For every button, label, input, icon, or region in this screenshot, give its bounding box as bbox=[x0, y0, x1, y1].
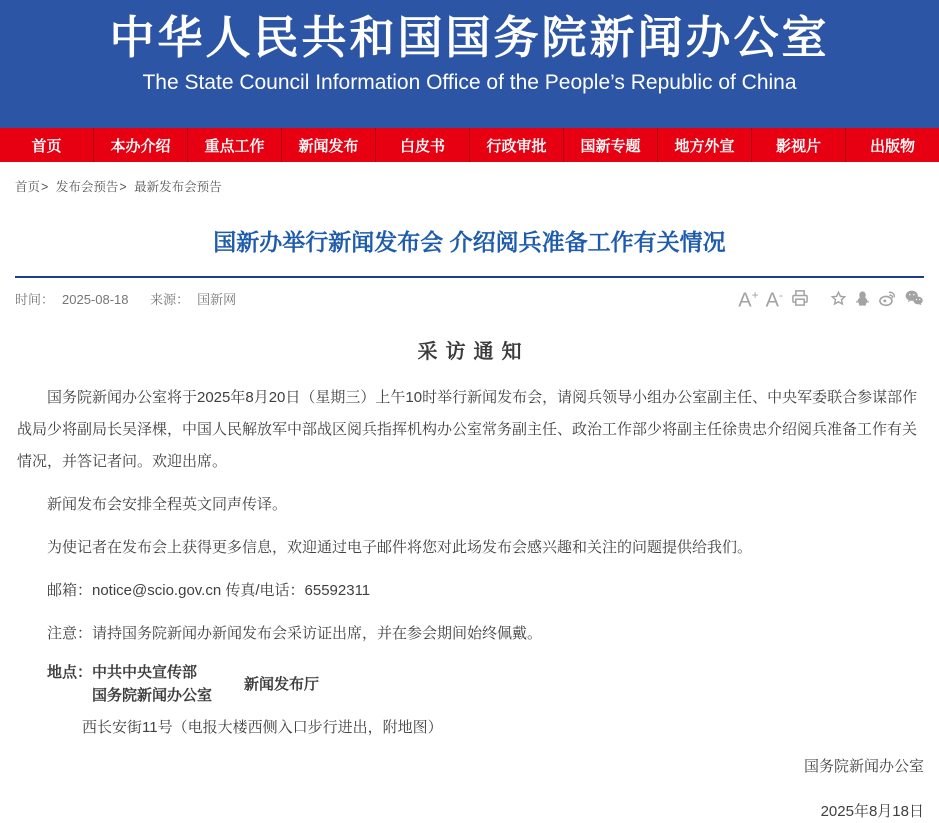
venue-organizations bbox=[92, 661, 212, 707]
venue-hall: 新闻发布厅 bbox=[244, 675, 320, 693]
paragraph-interpretation: 新闻发布会安排全程英文同声传译。 bbox=[47, 496, 288, 513]
venue-label: 地点： bbox=[47, 664, 93, 681]
signature-date: 2025年8月18日 bbox=[820, 803, 924, 820]
nav-item-key-work[interactable]: 重点工作 bbox=[187, 128, 281, 162]
main-nav bbox=[0, 128, 939, 162]
article-body bbox=[17, 382, 922, 739]
paragraph-contact: 邮箱：notice@scio.gov.cn 传真/电话：65592311 bbox=[47, 582, 371, 599]
nav-item-home[interactable]: 首页 bbox=[31, 137, 62, 155]
meta-time-value: 2025-08-18 bbox=[62, 291, 129, 307]
meta-source-label: 来源： bbox=[150, 291, 190, 307]
breadcrumb-separator: > bbox=[41, 180, 49, 194]
notice-title: 采访通知 bbox=[417, 341, 530, 363]
paragraph-announcement: 国务院新闻办公室将于2025年8月20日（星期三）上午10时举行新闻发布会，请阅兵领导小组办公室副主任、中央军委联合参谋部作战局少将副局长吴泽棵，中国人民解放军中部战区阅兵指挥机构办公室常务副主任、政治工作部少将副主任徐贵忠介绍阅兵准备工作有关情况，并答记者问。欢迎出席。 bbox=[17, 389, 918, 470]
qq-share-icon[interactable] bbox=[854, 290, 871, 307]
font-decrease-button[interactable]: A- bbox=[765, 288, 783, 312]
print-icon[interactable] bbox=[790, 288, 810, 308]
nav-item-local-publicity[interactable]: 地方外宣 bbox=[657, 128, 751, 162]
font-increase-button[interactable]: A+ bbox=[738, 288, 759, 312]
breadcrumb-latest-preview: 最新发布会预告 bbox=[134, 180, 222, 194]
venue-block bbox=[17, 661, 922, 707]
nav-item-special-topics[interactable]: 国新专题 bbox=[563, 128, 657, 162]
site-title-chinese: 中华人民共和国国务院新闻办公室 bbox=[109, 12, 830, 63]
breadcrumb-home[interactable]: 首页 bbox=[15, 180, 41, 194]
site-header bbox=[0, 0, 939, 128]
nav-item-about[interactable]: 本办介绍 bbox=[93, 128, 187, 162]
article-title: 国新办举行新闻发布会 介绍阅兵准备工作有关情况 bbox=[213, 229, 726, 255]
breadcrumb bbox=[0, 162, 939, 195]
signature-block bbox=[0, 756, 939, 823]
nav-item-publications[interactable]: 出版物 bbox=[845, 128, 939, 162]
article-toolbar bbox=[738, 285, 924, 311]
venue-org-line2: 国务院新闻办公室 bbox=[92, 687, 213, 704]
site-title-english: The State Council Information Office of the People’s Republic of China bbox=[142, 71, 797, 94]
favorite-star-icon[interactable] bbox=[830, 290, 847, 307]
nav-item-white-papers[interactable]: 白皮书 bbox=[375, 128, 469, 162]
meta-source-value: 国新网 bbox=[197, 291, 237, 307]
venue-org-line1: 中共中央宣传部 bbox=[92, 664, 198, 681]
wechat-share-icon[interactable] bbox=[904, 288, 924, 308]
nav-item-films[interactable]: 影视片 bbox=[751, 128, 845, 162]
article-meta bbox=[15, 289, 254, 308]
nav-item-press-release[interactable]: 新闻发布 bbox=[281, 128, 375, 162]
article-meta-row bbox=[15, 285, 924, 311]
breadcrumb-separator: > bbox=[119, 180, 127, 194]
meta-time-label: 时间： bbox=[15, 291, 55, 307]
paragraph-notice: 注意：请持国务院新闻办新闻发布会采访证出席，并在参会期间始终佩戴。 bbox=[47, 625, 543, 642]
paragraph-email-invite: 为使记者在发布会上获得更多信息，欢迎通过电子邮件将您对此场发布会感兴趣和关注的问题提供给我们。 bbox=[47, 539, 753, 556]
nav-item-administrative-approval[interactable]: 行政审批 bbox=[469, 128, 563, 162]
title-divider bbox=[15, 276, 924, 278]
weibo-share-icon[interactable] bbox=[878, 289, 897, 308]
signature-office: 国务院新闻办公室 bbox=[803, 758, 924, 775]
breadcrumb-press-preview[interactable]: 发布会预告 bbox=[55, 180, 119, 194]
venue-address: 西长安街11号（电报大楼西侧入口步行进出，附地图） bbox=[82, 719, 443, 736]
